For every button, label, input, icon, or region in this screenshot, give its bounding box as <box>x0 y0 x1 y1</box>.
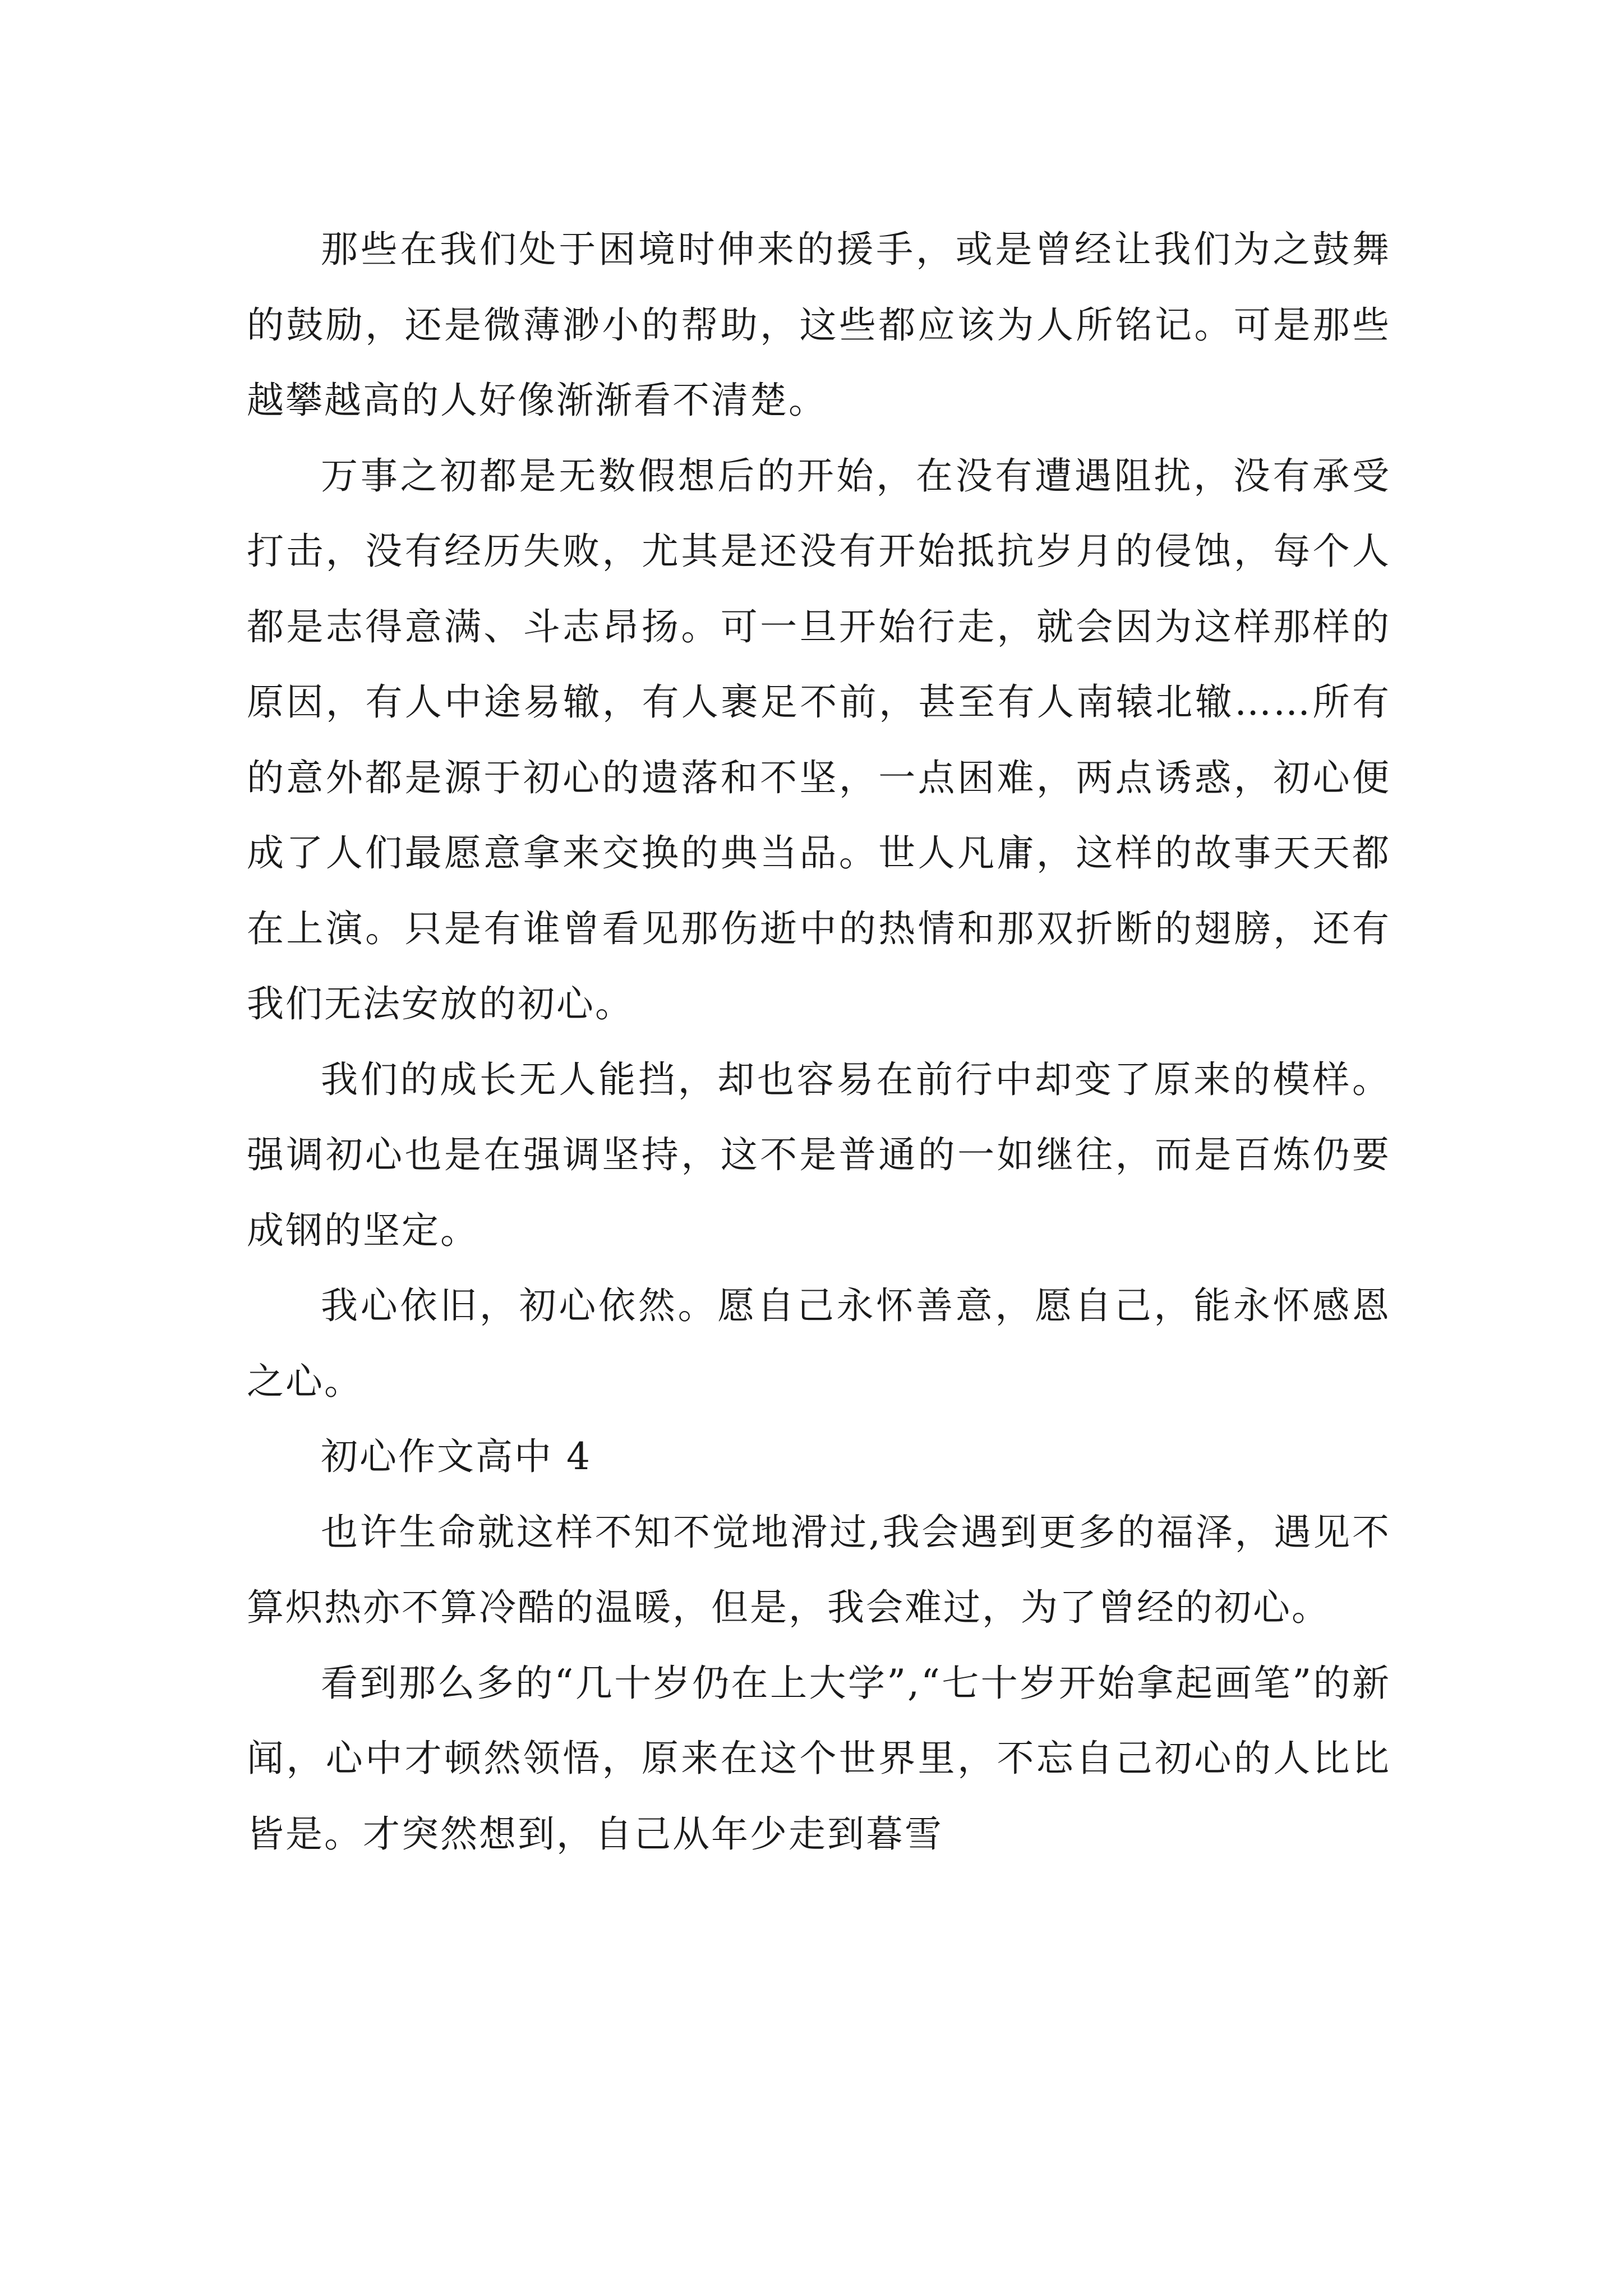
paragraph-1: 那些在我们处于困境时伸来的援手，或是曾经让我们为之鼓舞的鼓励，还是微薄渺小的帮助，这些都应该为人所铭记。可是那些越攀越高的人好像渐渐看不清楚。 <box>247 228 1391 422</box>
paragraph-2: 万事之初都是无数假想后的开始，在没有遭遇阻扰，没有承受打击，没有经历失败，尤其是还没有开始抵抗岁月的侵蚀，每个人都是志得意满、斗志昂扬。可一旦开始行走，就会因为这样那样的原因，有人中途易辙，有人裹足不前，甚至有人南辕北辙……所有的意外都是源于初心的遗落和不坚，一点困难，两点诱惑，初心便成了人们最愿意拿来交换的典当品。世人凡庸，这样的故事天天都在上演。只是有谁曾看见那伤逝中的热情和那双折断的翅膀，还有我们无法安放的初心。 <box>247 454 1391 1025</box>
paragraph-5: 也许生命就这样不知不觉地滑过,我会遇到更多的福泽，遇见不算炽热亦不算冷酷的温暖，但是，我会难过，为了曾经的初心。 <box>247 1510 1391 1629</box>
section-heading: 初心作文高中 4 <box>321 1435 592 1478</box>
paragraph-4: 我心依旧，初心依然。愿自己永怀善意，愿自己，能永怀感恩之心。 <box>247 1284 1391 1403</box>
document-body <box>247 212 1391 1872</box>
paragraph-3: 我们的成长无人能挡，却也容易在前行中却变了原来的模样。强调初心也是在强调坚持，这不是普通的一如继往，而是百炼仍要成钢的坚定。 <box>247 1057 1391 1252</box>
paragraph-6: 看到那么多的“几十岁仍在上大学”,“七十岁开始拿起画笔”的新闻，心中才顿然领悟，原来在这个世界里，不忘自己初心的人比比皆是。才突然想到，自己从年少走到暮雪 <box>247 1661 1391 1856</box>
